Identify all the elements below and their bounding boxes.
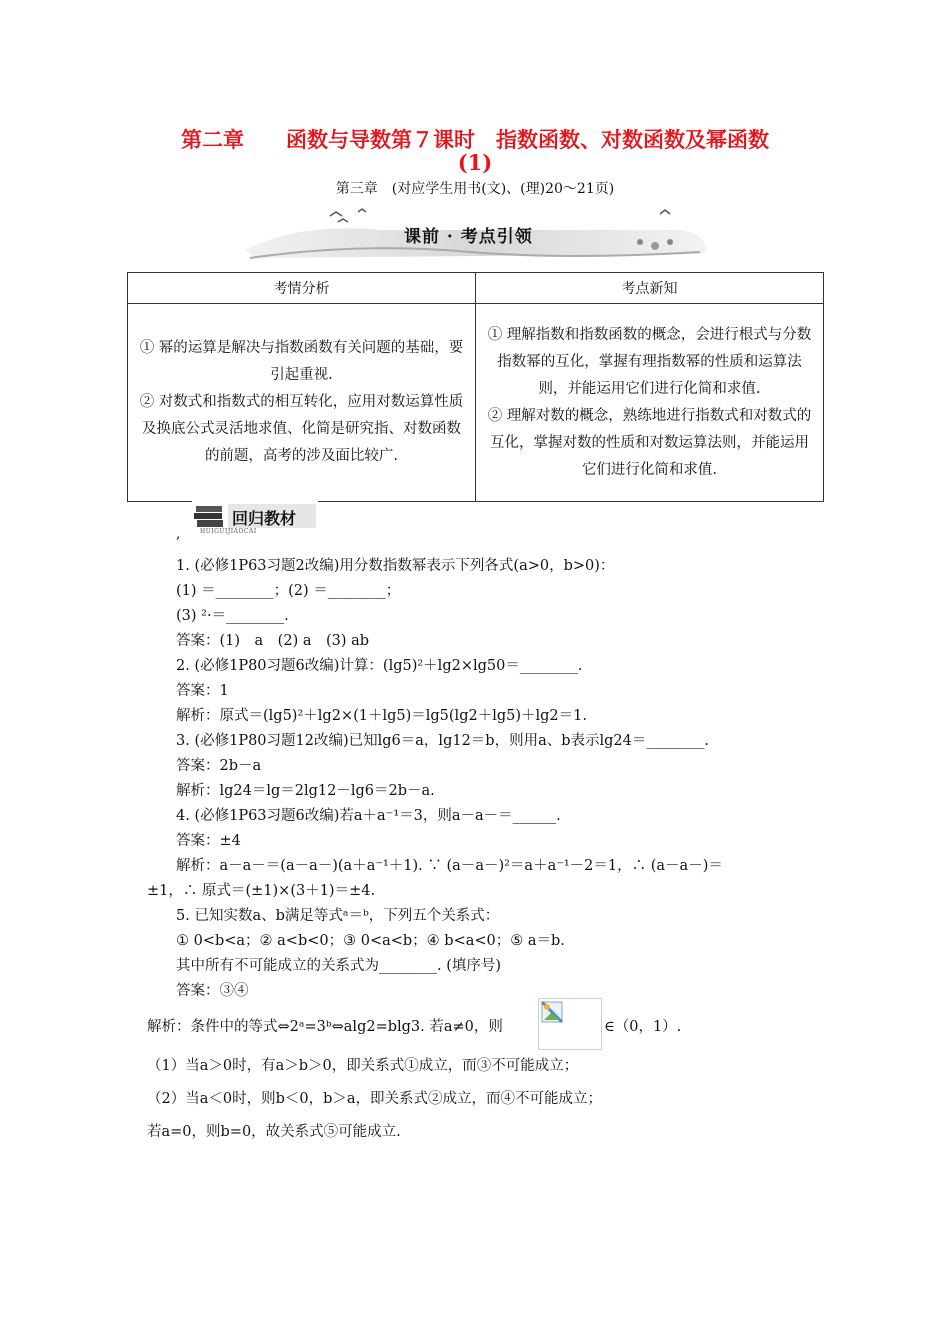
question-4: 4. (必修1P63习题6改编)若a＋a⁻¹＝3，则a－a－＝______. xyxy=(176,808,561,824)
section-title: 回归教材 xyxy=(232,509,297,528)
question-3: 3. (必修1P80习题12改编)已知lg6＝a，lg12＝b，则用a、b表示lg24＝________. xyxy=(176,733,709,749)
answer-1: 答案：(1) a (2) a (3) ab xyxy=(176,633,370,649)
knowledge-content: ① 理解指数和指数函数的概念，会进行根式与分数指数幂的互化，掌握有理指数幂的性质和运算法则，并能运用它们进行化简和求值. ② 理解对数的概念，熟练地进行指数式和对数式的互化，掌握对数的性质和对数运算法则，并能运用它们进行化简和求值. xyxy=(487,326,812,478)
broken-image-icon xyxy=(541,1001,563,1023)
section-subtitle: HUIGUIJIAOCAI xyxy=(200,528,257,535)
analysis-text xyxy=(128,304,476,502)
question-5-prompt: 其中所有不可能成立的关系式为________. (填序号) xyxy=(176,958,502,974)
banner-title: 课前 · 考点引领 xyxy=(404,227,533,247)
table-header-analysis: 考情分析 xyxy=(128,273,476,304)
answer-4: 答案：±4 xyxy=(176,833,241,849)
analysis-content: ① 幂的运算是解决与指数函数有关问题的基础，要引起重视. ② 对数式和指数式的相互转化，应用对数运算性质及换底公式灵活地求值、化简是研究指、对数函数的前题，高考的涉及面比较广. xyxy=(139,340,464,464)
broken-image-placeholder xyxy=(538,998,602,1050)
answer-5: 答案：③④ xyxy=(176,983,249,999)
solution-5-case3: 若a=0，则b=0，故关系式⑤可能成立. xyxy=(147,1124,401,1140)
page-title-suffix: (1) xyxy=(457,150,493,175)
solution-4-line2: ±1，∴ 原式＝(±1)×(3＋1)＝±4. xyxy=(147,883,376,899)
knowledge-text xyxy=(476,304,824,502)
solution-3: 解析：lg24＝lg＝2lg12－lg6＝2b－a. xyxy=(176,783,435,799)
answer-2: 答案：1 xyxy=(176,683,229,699)
question-5-options: ① 0<b<a；② a<b<0；③ 0<a<b；④ b<a<0；⑤ a＝b. xyxy=(176,933,565,949)
solution-5-range: ∈（0，1）. xyxy=(604,1019,682,1035)
question-1: 1. (必修1P63习题2改编)用分数指数幂表示下列各式(a>0，b>0)： xyxy=(176,558,615,574)
question-1-blanks-b: (3) ²·＝________. xyxy=(176,608,289,624)
solution-2: 解析：原式＝(lg5)²＋lg2×(1＋lg5)＝lg5(lg2＋lg5)＋lg2＝1. xyxy=(176,708,587,724)
page-title: 第二章 函数与导数第７课时 指数函数、对数函数及幂函数 xyxy=(181,127,769,152)
chapter-reference: 第三章 (对应学生用书(文)、(理)20～21页) xyxy=(335,181,615,197)
solution-5-case1: （1）当a＞0时，有a＞b＞0，即关系式①成立，而③不可能成立； xyxy=(147,1058,579,1074)
question-2: 2. (必修1P80习题6改编)计算：(lg5)²＋lg2×lg50＝________. xyxy=(176,658,583,674)
exam-analysis-table xyxy=(127,272,824,502)
solution-4-line1: 解析：a－a－＝(a－a－)(a＋a⁻¹＋1). ∵ (a－a－)²＝a＋a⁻¹－2＝1，∴ (a－a－)＝ xyxy=(176,858,723,874)
answer-3: 答案：2b－a xyxy=(176,758,262,774)
table-header-knowledge: 考点新知 xyxy=(476,273,824,304)
question-5: 5. 已知实数a、b满足等式ᵃ＝ᵇ，下列五个关系式： xyxy=(176,908,500,924)
stray-comma: , xyxy=(176,526,181,542)
solution-5-case2: （2）当a＜0时，则b＜0，b＞a，即关系式②成立，而④不可能成立； xyxy=(147,1091,603,1107)
solution-5-intro: 解析：条件中的等式⇔2ᵃ=3ᵇ⇔alg2=blg3. 若a≠0，则 xyxy=(147,1019,503,1035)
question-1-blanks-a: (1) ＝________；(2) ＝________； xyxy=(176,583,401,599)
